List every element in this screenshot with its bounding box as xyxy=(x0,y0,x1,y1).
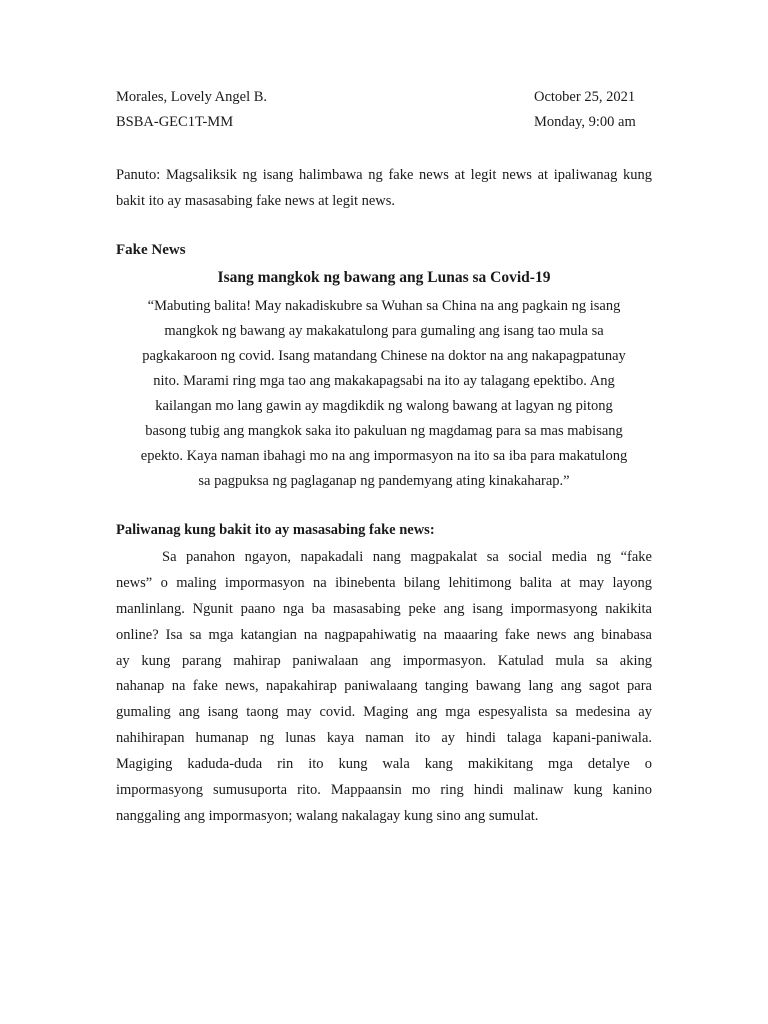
course-code: BSBA-GEC1T-MM xyxy=(116,114,234,130)
fake-news-quote xyxy=(116,294,652,494)
quote-line: pagkakaroon ng covid. Isang matandang Chinese na doktor na ang nakapagpatunay xyxy=(142,348,626,364)
explanation-line: impormasyong sumusuporta rito. Mappaansin mo ring hindi malinaw kung kanino xyxy=(116,782,652,799)
student-name: Morales, Lovely Angel B. xyxy=(116,89,268,105)
explanation-line: gumaling ang isang taong may covid. Maging ang mga espesyalista sa medesina ay xyxy=(116,704,652,721)
explanation-line: nahihirapan humanap ng lunas kaya naman ito ay hindi talaga kapani-paniwala. xyxy=(116,730,652,747)
quote-line: nito. Marami ring mga tao ang makakapagsabi na ito ay talagang epektibo. Ang xyxy=(153,373,615,389)
quote-line: “Mabuting balita! May nakadiskubre sa Wuhan sa China na ang pagkain ng isang xyxy=(147,298,621,314)
quote-line: epekto. Kaya naman ibahagi mo na ang impormasyon na ito sa iba para makatulong xyxy=(140,448,628,464)
explanation-line: news” o maling impormasyon na ibinebenta bilang lehitimong balita at may layong xyxy=(116,574,652,591)
quote-line: mangkok ng bawang ay makakatulong para gumaling ang isang tao mula sa xyxy=(164,323,604,339)
explanation-paragraph xyxy=(116,545,652,830)
submission-date: October 25, 2021 xyxy=(534,89,636,105)
quote-line: basong tubig ang mangkok saka ito pakuluan ng magdamag para sa mas mabisang xyxy=(145,423,623,439)
class-schedule: Monday, 9:00 am xyxy=(534,114,636,130)
quote-line: sa pagpuksa ng paglaganap ng pandemyang ating kinakaharap.” xyxy=(198,473,570,489)
explanation-line: nanggaling ang impormasyon; walang nakalagay kung sino ang sumulat. xyxy=(116,807,539,824)
article-title: Isang mangkok ng bawang ang Lunas sa Covid-19 xyxy=(217,269,551,286)
explanation-line: Sa panahon ngayon, napakadali nang magpakalat sa social media ng “fake xyxy=(162,549,652,565)
explanation-line: manlinlang. Ngunit paano nga ba masasabing peke ang isang impormasyong nakikita xyxy=(116,600,652,617)
quote-line: kailangan mo lang gawin ay magdikdik ng walong bawang at lagyan ng pitong xyxy=(155,398,613,414)
explanation-line: nahanap na fake news, napakahirap paniwalaang tanging bawang lang ang sagot para xyxy=(116,678,652,695)
explanation-line: Magiging kaduda-duda rin ito kung wala kang makikitang mga detalye o xyxy=(116,756,652,773)
instructions-paragraph: Panuto: Magsaliksik ng isang halimbawa ng fake news at legit news at ipaliwanag kung bakit ito ay masasabing fake news at legit news. xyxy=(116,167,652,209)
explanation-line: online? Isa sa mga katangian na nagpapahiwatig na maaaring fake news ang binabasa xyxy=(116,626,652,643)
explanation-line: ay kung parang mahirap paniwalaan ang impormasyon. Katulad mula sa aking xyxy=(116,652,652,669)
explanation-heading: Paliwanag kung bakit ito ay masasabing fake news: xyxy=(116,522,435,538)
fake-news-heading: Fake News xyxy=(116,242,186,258)
